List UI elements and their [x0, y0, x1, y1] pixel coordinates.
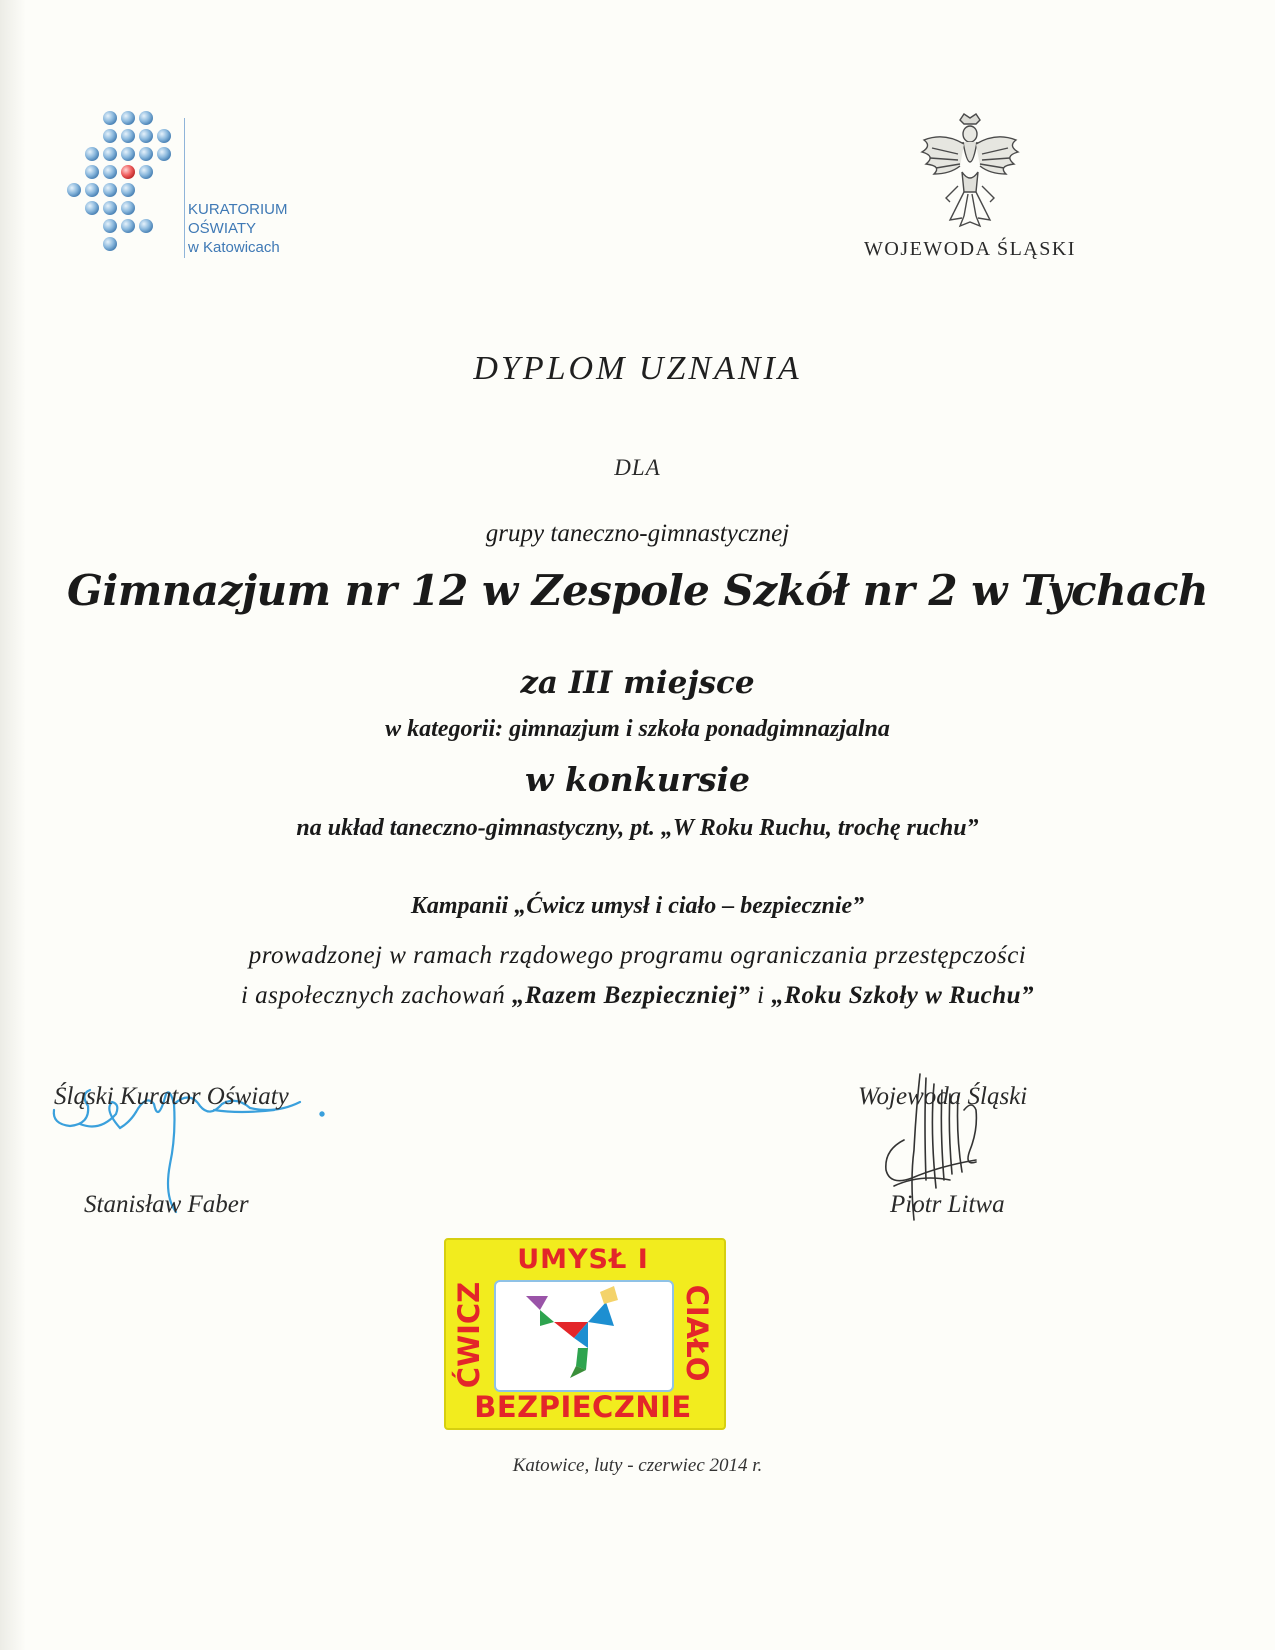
kuratorium-name — [188, 200, 287, 257]
logo-dot — [121, 201, 135, 215]
signatory-left-name: Stanisław Faber — [84, 1191, 249, 1218]
campaign-logo-bottom-text: BEZPIECZNIE — [474, 1390, 692, 1424]
signatory-left-title: Śląski Kurator Oświaty — [54, 1083, 289, 1110]
logo-dot — [139, 129, 153, 143]
award-place: za III miejsce — [520, 665, 755, 701]
logo-dot — [85, 201, 99, 215]
logo-dot — [139, 219, 153, 233]
program-line-2 — [0, 982, 1275, 1010]
logo-dot — [121, 219, 135, 233]
logo-dot — [103, 183, 117, 197]
logo-dot — [139, 165, 153, 179]
logo-dot — [103, 165, 117, 179]
logo-dot — [139, 147, 153, 161]
logo-dot — [121, 147, 135, 161]
program-line-2-part-a: i aspołecznych zachowań — [240, 982, 512, 1009]
award-category: w kategorii: gimnazjum i szkoła ponadgimnazjalna — [385, 716, 890, 742]
logo-dot — [121, 129, 135, 143]
logo-dot — [139, 111, 153, 125]
logo-dot — [157, 129, 171, 143]
program-line-2-part-c: i — [750, 982, 772, 1009]
contest-routine: na układ taneczno-gimnastyczny, pt. „W Roku Ruchu, trochę ruchu” — [296, 815, 979, 841]
kuratorium-logo — [60, 108, 320, 268]
place-and-date: Katowice, luty - czerwiec 2014 r. — [512, 1455, 763, 1476]
signatory-right-title: Wojewoda Śląski — [858, 1083, 1028, 1110]
campaign-logo-right-text: CIAŁO — [680, 1284, 714, 1382]
logo-dot — [67, 183, 81, 197]
logo-dot — [103, 147, 117, 161]
kuratorium-line-3: w Katowicach — [188, 239, 280, 256]
program-line-1: prowadzonej w ramach rządowego programu ograniczania przestępczości — [248, 942, 1027, 969]
logo-dot — [85, 183, 99, 197]
logo-dot — [103, 237, 117, 251]
logo-divider — [184, 118, 185, 258]
logo-dot — [85, 147, 99, 161]
program-rok-szkoly: „Roku Szkoły w Ruchu” — [771, 982, 1035, 1009]
program-razem-bezpieczniej: „Razem Bezpieczniej” — [511, 982, 751, 1009]
campaign-logo-top-text: UMYSŁ I — [517, 1244, 649, 1275]
polish-eagle-emblem-icon — [914, 112, 1026, 234]
campaign-logo — [444, 1238, 726, 1430]
logo-dot — [103, 111, 117, 125]
campaign-logo-left-text: ĆWICZ — [452, 1281, 486, 1389]
contest-label: w konkursie — [524, 760, 751, 799]
wojewoda-header: WOJEWODA ŚLĄSKI — [864, 238, 1076, 260]
logo-dot — [103, 201, 117, 215]
tangram-figure-icon — [496, 1282, 672, 1390]
signatory-right-name: Piotr Litwa — [890, 1191, 1005, 1218]
kuratorium-line-2: OŚWIATY — [188, 220, 257, 237]
logo-dot — [103, 129, 117, 143]
campaign-logo-frame — [494, 1280, 674, 1392]
logo-dot — [121, 111, 135, 125]
campaign-name: Kampanii „Ćwicz umysł i ciało – bezpiecznie” — [410, 893, 865, 919]
logo-dot — [85, 165, 99, 179]
recipient-group: grupy taneczno-gimnastycznej — [485, 520, 790, 547]
logo-dot — [121, 183, 135, 197]
diploma-title: DYPLOM UZNANIA — [473, 350, 802, 387]
recipient-school: Gimnazjum nr 12 w Zespole Szkół nr 2 w Tychach — [67, 566, 1208, 615]
logo-dot — [103, 219, 117, 233]
kuratorium-line-1: KURATORIUM — [188, 201, 288, 218]
diploma-for-label: DLA — [614, 455, 661, 480]
logo-dot — [121, 165, 135, 179]
logo-dot — [157, 147, 171, 161]
